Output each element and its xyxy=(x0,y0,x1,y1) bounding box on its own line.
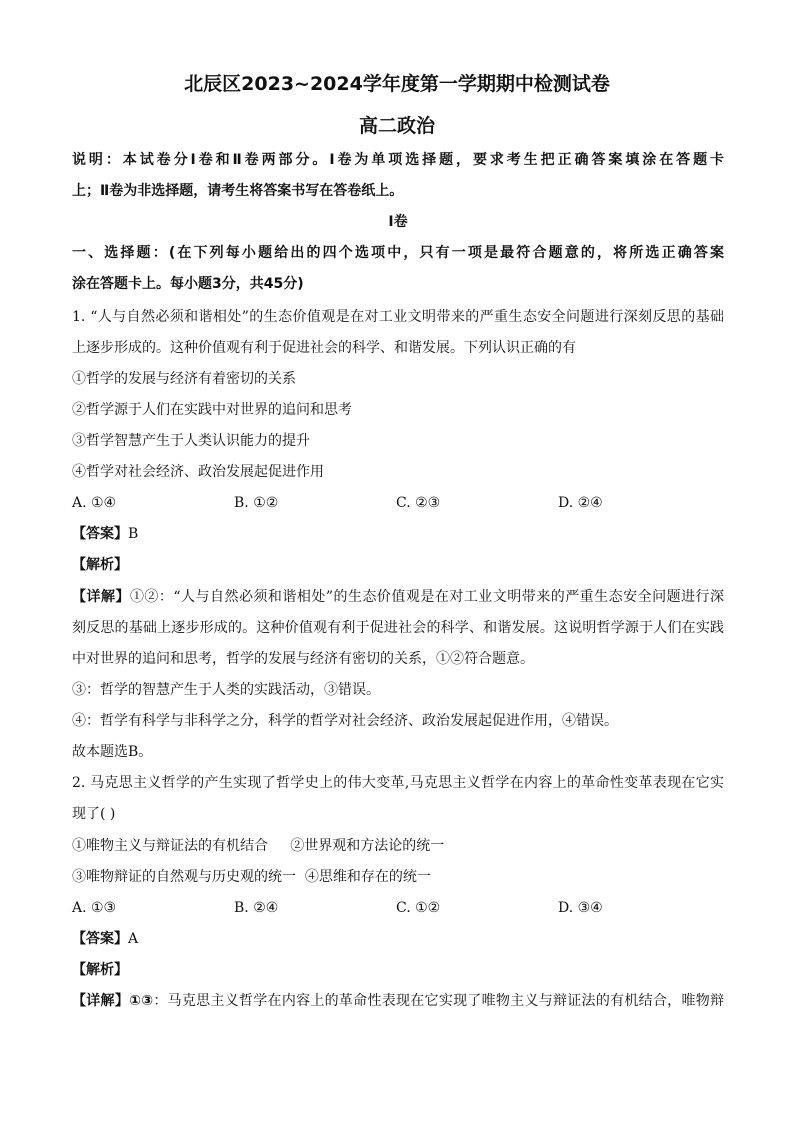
q1-stem-line-1: 1. “人与自然必须和谐相处”的生态价值观是在对工业文明带来的严重生态安全问题进行深刻反思的基础 xyxy=(72,309,724,325)
q2-detail-tag: 【详解】 xyxy=(72,993,130,1009)
volume-label: Ⅰ卷 xyxy=(388,214,408,230)
q1-answer xyxy=(72,524,724,544)
exam-subject: 高二政治 xyxy=(358,115,435,137)
q2-items-row-2: ③唯物辩证的自然观与历史观的统一 ④思维和存在的统一 xyxy=(72,869,431,885)
q1-answer-value: B xyxy=(128,526,139,542)
q1-detail-line-2: 刻反思的基础上逐步形成的。这种价值观有利于促进社会的科学、和谐发展。这说明哲学源于人们在实践 xyxy=(72,620,724,636)
q2-analysis xyxy=(72,960,724,980)
q1-option-a: A. ①④ xyxy=(72,495,117,511)
q1-analysis xyxy=(72,555,724,575)
q1-detail-line-4: ③：哲学的智慧产生于人类的实践活动，③错误。 xyxy=(72,682,380,698)
instructions-line-2: 上；Ⅱ卷为非选择题，请考生将答案书写在答卷纸上。 xyxy=(72,183,404,199)
q1-option-d: D. ②④ xyxy=(558,495,603,511)
exam-title: 北辰区2023~2024学年度第一学期期中检测试卷 xyxy=(184,73,610,95)
q1-option-b: B. ①② xyxy=(234,495,279,511)
q2-detail-line-1 xyxy=(72,991,724,1011)
q2-option-c: C. ①② xyxy=(396,900,441,916)
q1-detail-line-5: ④：哲学有科学与非科学之分，科学的哲学对社会经济、政治发展起促进作用，④错误。 xyxy=(72,713,618,729)
q2-analysis-tag: 【解析】 xyxy=(72,962,128,978)
q1-stem-line-2: 上逐步形成的。这种价值观有利于促进社会的科学、和谐发展。下列认识正确的有 xyxy=(72,340,576,356)
q1-answer-tag: 【答案】 xyxy=(72,526,128,542)
q1-item-3: ③哲学智慧产生于人类认识能力的提升 xyxy=(72,433,310,449)
q1-detail-text-1: ①②：“人与自然必须和谐相处”的生态价值观是在对工业文明带来的严重生态安全问题进行深 xyxy=(129,589,724,605)
q2-items-row-1: ①唯物主义与辩证法的有机结合 ②世界观和方法论的统一 xyxy=(72,838,445,854)
q1-conclusion: 故本题选B。 xyxy=(72,744,153,760)
q1-item-2: ②哲学源于人们在实践中对世界的追问和思考 xyxy=(72,402,352,418)
q2-detail-bold-items: ①③ xyxy=(129,993,154,1009)
q2-option-d: D. ③④ xyxy=(558,900,603,916)
q2-detail-text-1: ：马克思主义哲学在内容上的革命性表现在它实现了唯物主义与辩证法的有机结合，唯物辩 xyxy=(153,993,724,1009)
section-heading-line-1: 一、选择题：(在下列每小题给出的四个选项中，只有一项是最符合题意的，将所选正确答案 xyxy=(72,245,724,261)
q1-detail-tag: 【详解】 xyxy=(72,589,130,605)
q1-detail-line-1 xyxy=(72,587,724,607)
q1-option-c: C. ②③ xyxy=(396,495,441,511)
q1-detail-line-3: 中对世界的追问和思考，哲学的发展与经济有密切的关系，①②符合题意。 xyxy=(72,651,534,667)
q1-analysis-tag: 【解析】 xyxy=(72,557,128,573)
q2-stem-line-1: 2. 马克思主义哲学的产生实现了哲学史上的伟大变革,马克思主义哲学在内容上的革命性变革表现在它实 xyxy=(72,775,724,791)
instructions-line-1: 说明：本试卷分Ⅰ卷和Ⅱ卷两部分。Ⅰ卷为单项选择题，要求考生把正确答案填涂在答题卡 xyxy=(72,152,724,168)
q2-answer xyxy=(72,929,724,949)
q2-answer-tag: 【答案】 xyxy=(72,931,128,947)
q1-item-1: ①哲学的发展与经济有着密切的关系 xyxy=(72,371,296,387)
q1-item-4: ④哲学对社会经济、政治发展起促进作用 xyxy=(72,464,324,480)
q2-stem-line-2: 现了( ) xyxy=(72,806,116,822)
q2-answer-value: A xyxy=(128,931,139,947)
q2-option-b: B. ②④ xyxy=(234,900,279,916)
section-heading-line-2: 涂在答题卡上。每小题3分，共45分) xyxy=(72,276,304,292)
q2-option-a: A. ①③ xyxy=(72,900,117,916)
